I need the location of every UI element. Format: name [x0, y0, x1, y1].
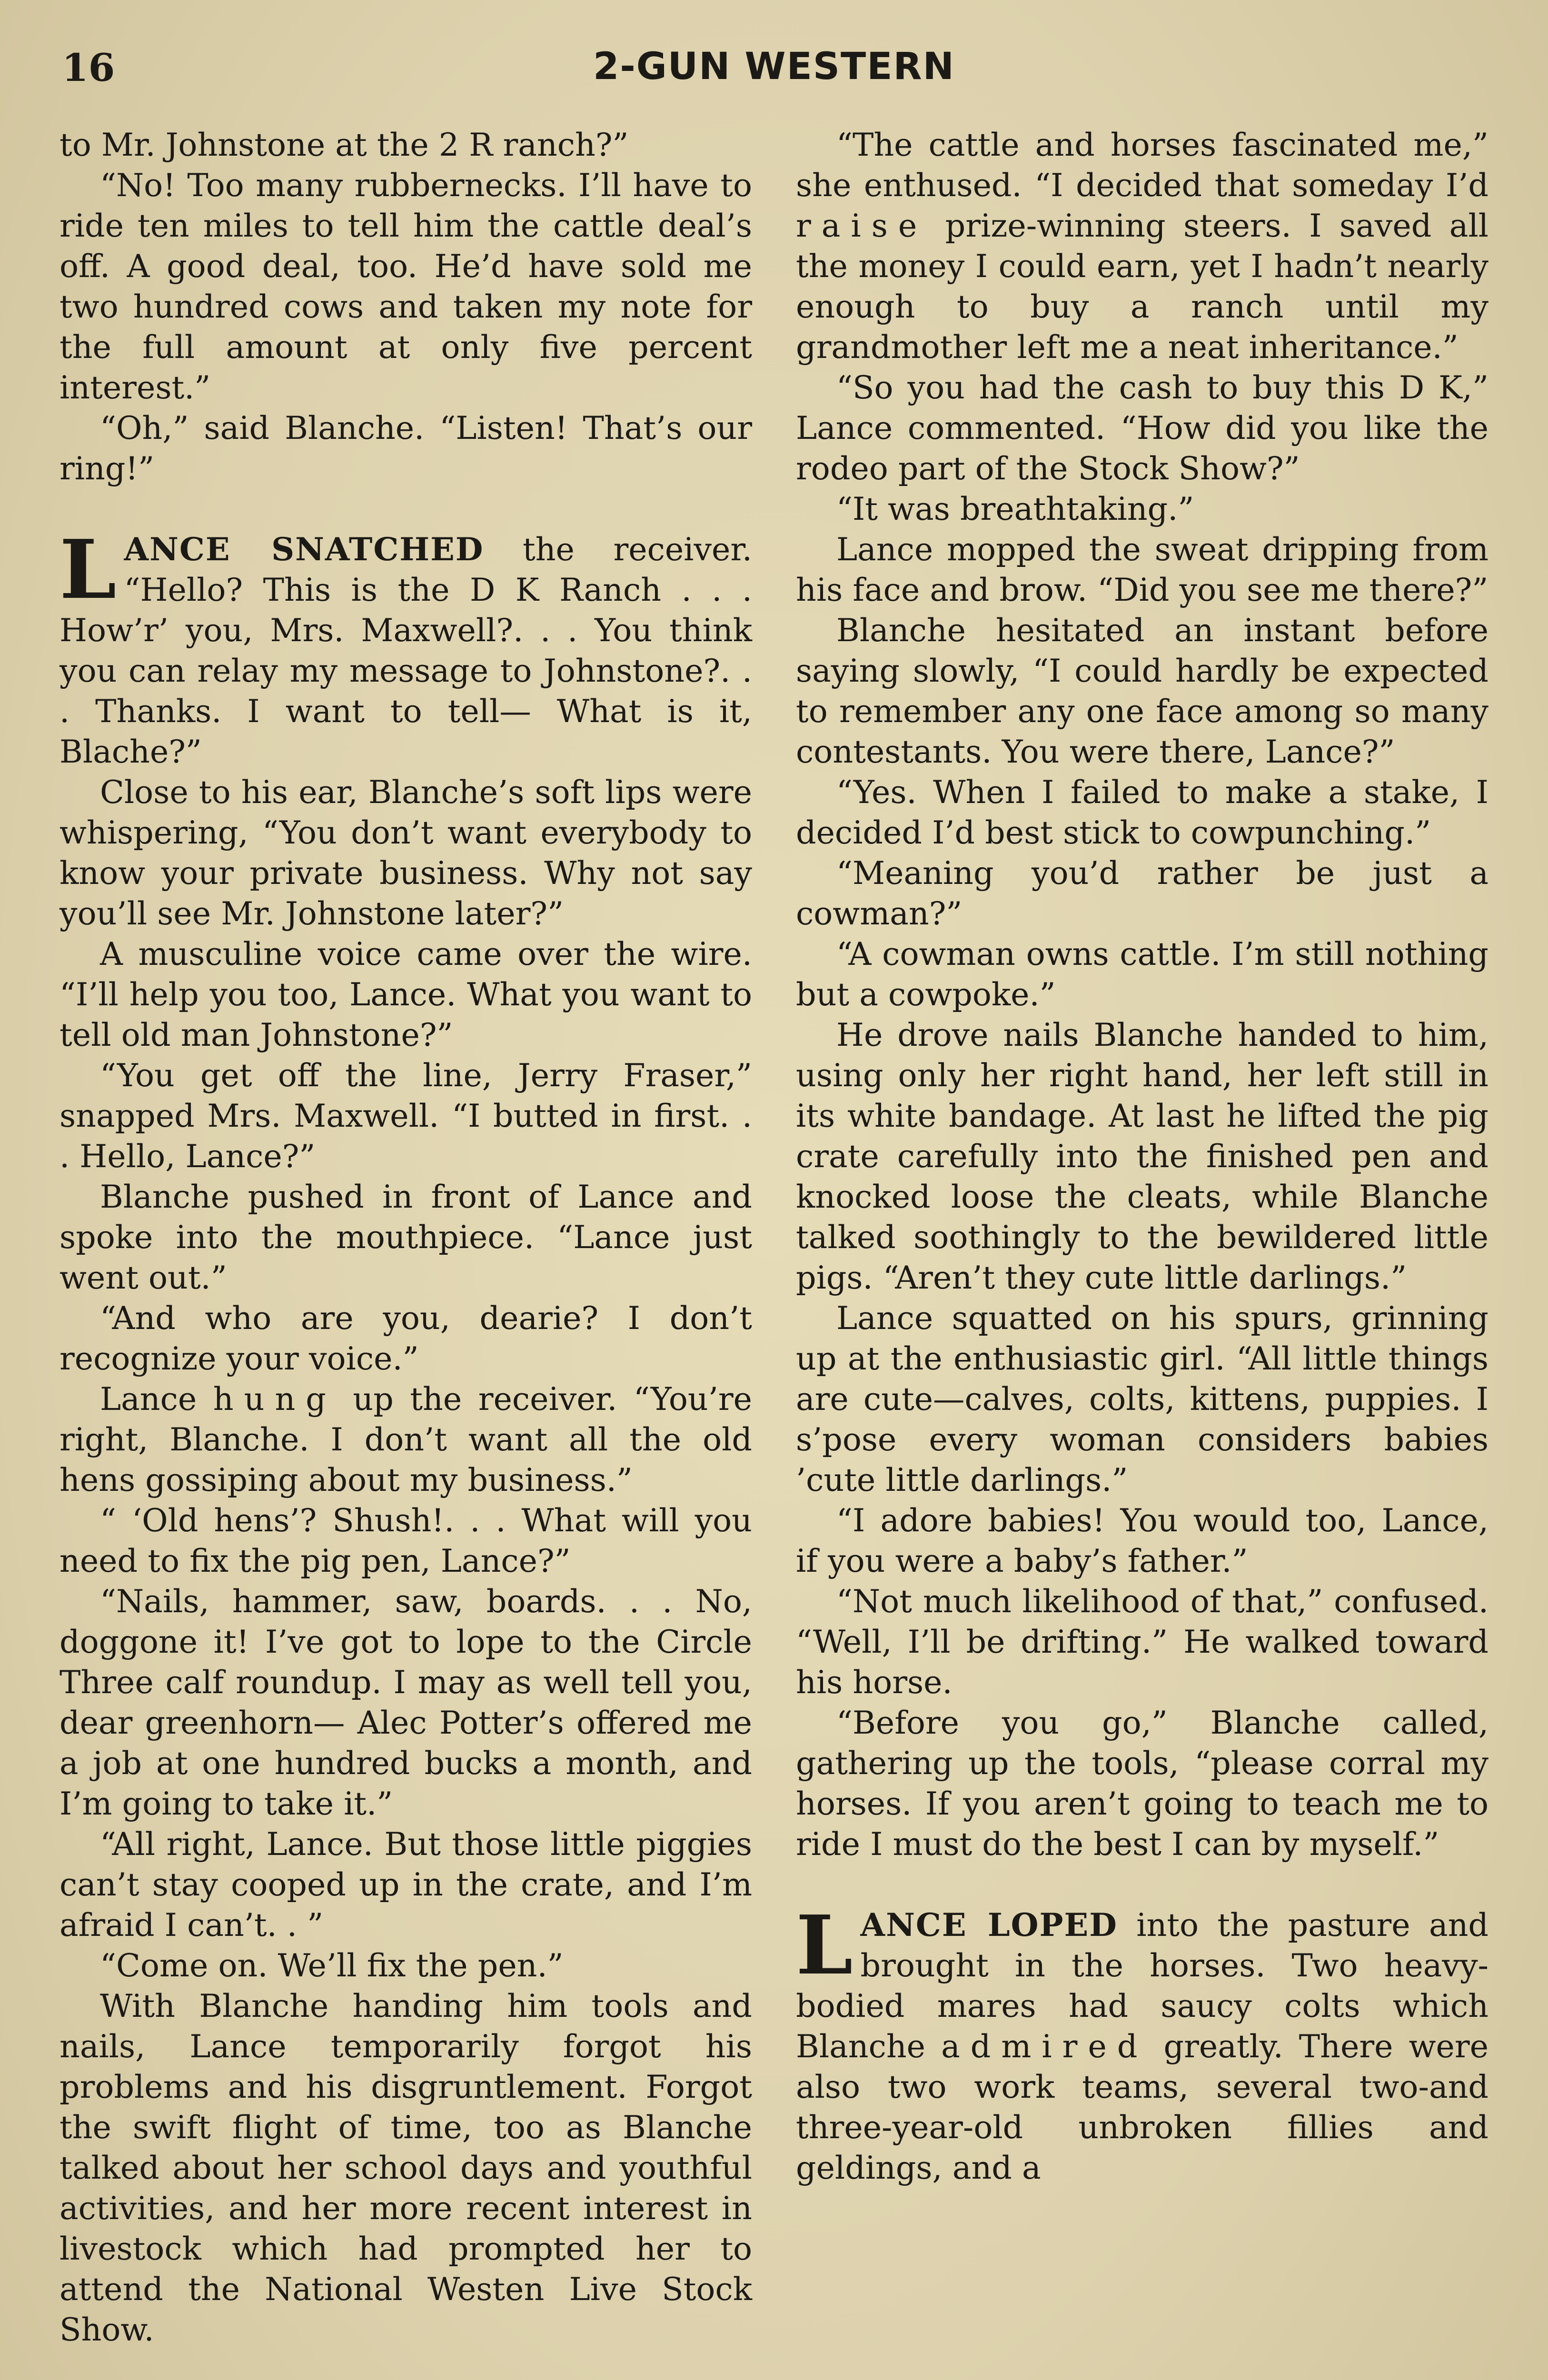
paragraph: “Meaning you’d rather be just a cowman?” [796, 854, 1488, 932]
page-header [57, 45, 1491, 98]
paragraph: “I adore babies! You would too, Lance, if you were a baby’s father.” [796, 1502, 1488, 1579]
paragraph: “It was breathtaking.” [836, 490, 1194, 527]
spaced-word: hung [213, 1380, 337, 1418]
paragraph: Blanche hesitated an instant before saying slowly, “I could hardly be expected to remember any one face among so many contestants. You were there, Lance?” [796, 612, 1488, 770]
paragraph: to Mr. Johnstone at the 2 R ranch?” [60, 126, 629, 163]
paragraph: “All right, Lance. But those little piggies can’t stay cooped up in the crate, and I’m afraid I can’t. . ” [60, 1825, 752, 1944]
paragraph: “Yes. When I failed to make a stake, I decided I’d best stick to cowpunching.” [796, 774, 1488, 851]
paragraph: “ ‘Old hens’? Shush!. . . What will you need to fix the pig pen, Lance?” [60, 1502, 752, 1579]
paragraph: He drove nails Blanche handed to him, using only her right hand, her left still in its white bandage. At last he lifted the pig crate carefully into the finished pen and knocked loose the cleats, while Blanche talked soothingly to the bewildered little pigs. “Aren’t they cute little darlings.” [796, 1016, 1488, 1296]
paragraph-text: “The cattle and horses fascinated me,” she enthused. “I decided that someday I’d [796, 126, 1488, 204]
paragraph: “Nails, hammer, saw, boards. . . No, doggone it! I’ve got to lope to the Circle Three calf roundup. I may as well tell you, dear greenhorn— Alec Potter’s offered me a job at one hundred bucks a month, and I’m going to take it.” [60, 1583, 752, 1822]
paragraph [60, 1379, 752, 1500]
section-opening-paragraph [60, 522, 752, 772]
section-lead-in: ANCE SNATCHED [124, 531, 484, 568]
paragraph: With Blanche handing him tools and nails, Lance temporarily forgot his problems and his disgruntlement. Forgot the swift flight of time, too as Blanche talked about her school days and youthful activities, and her more recent interest in livestock which had prompted her to attend the National Westen Live Stock Show. [60, 1987, 752, 2348]
paragraph-text: into the pasture and brought in the horses. Two heavy-bodied mares had saucy colts which Blanche [796, 1906, 1488, 2065]
drop-cap: L [60, 522, 117, 617]
page-number: 16 [62, 45, 115, 90]
paragraph-text: the receiver. “Hello? This is the D K Ranch . . . How’r’ you, Mrs. Maxwell?. . . You think you can relay my message to Johnstone?. . . Thanks. I want to tell— What is it, Blache?” [60, 531, 752, 770]
spaced-word: raise [796, 207, 928, 244]
section-lead-in: ANCE LOPED [860, 1906, 1118, 1944]
paragraph: A musculine voice came over the wire. “I’ll help you too, Lance. What you want to tell old man Johnstone?” [60, 935, 752, 1053]
right-column [796, 125, 1488, 2188]
section-opening-paragraph [796, 1898, 1488, 2188]
paragraph: “So you had the cash to buy this D K,” Lance commented. “How did you like the rodeo part of the Stock Show?” [796, 369, 1488, 487]
paragraph: Blanche pushed in front of Lance and spoke into the mouthpiece. “Lance just went out.” [60, 1178, 752, 1296]
paragraph: “Oh,” said Blanche. “Listen! That’s our ring!” [60, 409, 752, 487]
running-head: 2-GUN WESTERN [593, 45, 955, 88]
paragraph-text: greatly. There were also two work teams, several two-and three-year-old unbroken fillies and geldings, and a [796, 2028, 1488, 2186]
paragraph-text: Lance [100, 1380, 213, 1418]
spaced-word: admired [941, 2028, 1148, 2065]
paragraph: “Not much likelihood of that,” confused. “Well, I’ll be drifting.” He walked toward his horse. [796, 1583, 1488, 1701]
paragraph: “And who are you, dearie? I don’t recognize your voice.” [60, 1299, 752, 1377]
paragraph: “Before you go,” Blanche called, gathering up the tools, “please corral my horses. If you aren’t going to teach me to ride I must do the best I can by myself.” [796, 1704, 1488, 1863]
paragraph: Close to his ear, Blanche’s soft lips were whispering, “You don’t want everybody to know your private business. Why not say you’ll see Mr. Johnstone later?” [60, 774, 752, 932]
paragraph: “No! Too many rubbernecks. I’ll have to ride ten miles to tell him the cattle deal’s off. A good deal, too. He’d have sold me two hundred cows and taken my note for the full amount at only five percent interest.” [60, 167, 752, 406]
paragraph: “You get off the line, Jerry Fraser,” snapped Mrs. Maxwell. “I butted in first. . . Hello, Lance?” [60, 1057, 752, 1175]
left-column [60, 125, 752, 2350]
paragraph: “Come on. We’ll fix the pen.” [100, 1947, 564, 1984]
paragraph-text: up the receiver. “You’re right, Blanche. I don’t want all the old hens gossiping about my business.” [60, 1380, 752, 1498]
paragraph: Lance mopped the sweat dripping from his face and brow. “Did you see me there?” [796, 531, 1488, 608]
paragraph [796, 125, 1488, 367]
paragraph: Lance squatted on his spurs, grinning up at the enthusiastic girl. “All little things are cute—calves, colts, kittens, puppies. I s’pose every woman considers babies ’cute little darlings.” [796, 1299, 1488, 1498]
paragraph-text: prize-winning steers. I saved all the money I could earn, yet I hadn’t nearly enough to buy a ranch until my grandmother left me a neat inheritance.” [796, 207, 1488, 366]
drop-cap: L [796, 1898, 853, 1993]
paragraph: “A cowman owns cattle. I’m still nothing but a cowpoke.” [796, 935, 1488, 1013]
